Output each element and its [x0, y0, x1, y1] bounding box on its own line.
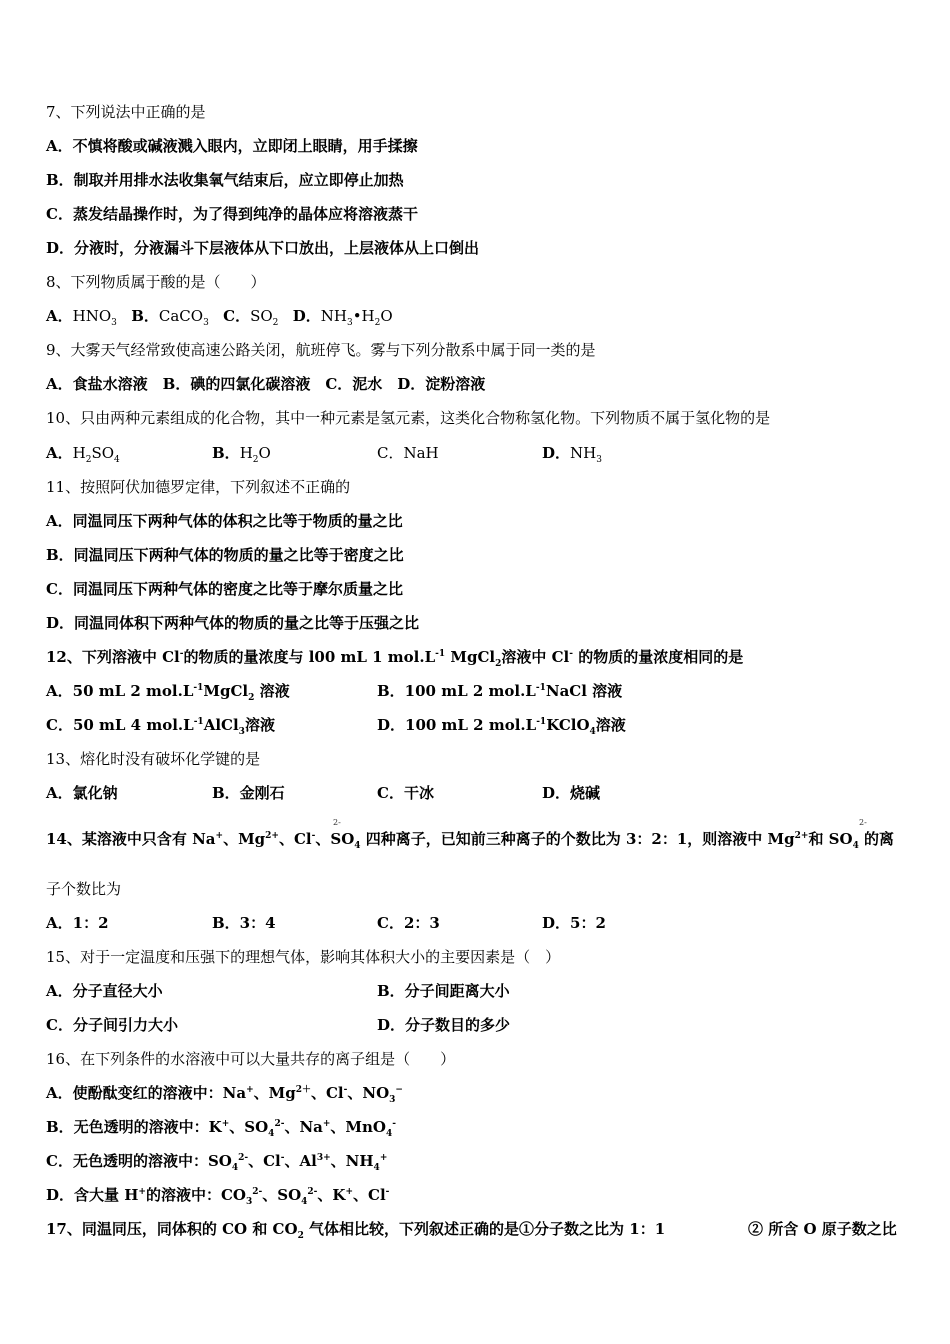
- q15-option-a: A．分子直径大小: [46, 982, 163, 1000]
- q16-option-a: A．使酚酞变红的溶液中：Na+、$Mg^{2+}$、Cl-、$NO_3^-$: [46, 1084, 403, 1105]
- q14-option-d: D．5：2: [542, 914, 606, 932]
- q16-stem: 16、在下列条件的水溶液中可以大量共存的离子组是（ ）: [46, 1050, 456, 1068]
- q12-stem: 12、下列溶液中 Cl-的物质的量浓度与 l00 mL 1 $mol.L^{-1}$ MgCl$_2$溶液中 Cl- 的物质的量浓度相同的是: [46, 648, 744, 669]
- q15-option-d: D．分子数目的多少: [377, 1016, 511, 1034]
- q12-option-d: D．100 mL 2 $mol.L^{-1}KClO_4$溶液: [377, 716, 626, 737]
- q14-option-b: B．3：4: [212, 914, 276, 932]
- q13-stem: 13、熔化时没有破坏化学键的是: [46, 750, 261, 768]
- q8-stem: 8、下列物质属于酸的是（ ）: [46, 273, 266, 291]
- q9-stem: 9、大雾天气经常致使高速公路关闭，航班停飞。雾与下列分散系中属于同一类的是: [46, 341, 596, 359]
- q7-option-d: D．分液时，分液漏斗下层液体从下口放出，上层液体从上口倒出: [46, 239, 480, 257]
- q14-so4-charge-1: 2-: [333, 818, 341, 827]
- q14-option-a: A．1：2: [46, 914, 109, 932]
- q7-option-c: C．蒸发结晶操作时，为了得到纯净的晶体应将溶液蒸干: [46, 205, 418, 223]
- q12-option-b: B．100 mL 2 $mol.L^{-1}NaCl$ 溶液: [377, 682, 623, 700]
- q13-option-d: D．烧碱: [542, 784, 601, 802]
- q11-option-b: B．同温同压下两种气体的物质的量之比等于密度之比: [46, 546, 404, 564]
- q16-option-d: D．含大量 H+的溶液中：$CO_3^{2-}$、$SO_4^{2-}$、K+、Cl-: [46, 1186, 390, 1207]
- q10-stem: 10、只由两种元素组成的化合物，其中一种元素是氢元素，这类化合物称氢化物。下列物质不属于氢化物的是: [46, 409, 771, 427]
- q14-so4-charge-2: 2-: [859, 818, 867, 827]
- q15-option-b: B．分子间距离大小: [377, 982, 510, 1000]
- q13-option-c: C．干冰: [377, 784, 434, 802]
- q17-stem: 17、同温同压，同体积的 CO 和 $CO_2$ 气体相比较，下列叙述正确的是①分子数之比为 1：1: [46, 1220, 666, 1241]
- q10-option-c: C．NaH: [377, 444, 439, 462]
- q14-stem: 14、某溶液中只含有 Na+、$Mg^{2+}$、Cl-、$SO_4$ 四种离子，已知前三种离子的个数比为 3：2：1，则溶液中 $Mg^{2+}$和 $SO_4$ 的离: [46, 830, 895, 851]
- q13-option-b: B．金刚石: [212, 784, 285, 802]
- q15-option-c: C．分子间引力大小: [46, 1016, 178, 1034]
- q7-stem: 7、下列说法中正确的是: [46, 103, 206, 121]
- q12-option-a: A．50 mL 2 $mol.L^{-1}MgCl_2$ 溶液: [46, 682, 290, 703]
- q14-option-c: C．2：3: [377, 914, 440, 932]
- q11-option-c: C．同温同压下两种气体的密度之比等于摩尔质量之比: [46, 580, 403, 598]
- q16-option-c: C．无色透明的溶液中：$SO_4^{2-}$、Cl-、$Al^{3+}$、$NH_4^+$: [46, 1152, 388, 1173]
- q10-option-a: A．$H_2SO_4$: [46, 444, 120, 465]
- q8-options: A．$HNO_3$ B．CaCO$_3$ C．$SO_2$ D．$NH_3•H_2O$: [46, 307, 393, 328]
- q10-option-b: B．$H_2O$: [212, 444, 271, 465]
- q11-option-d: D．同温同体积下两种气体的物质的量之比等于压强之比: [46, 614, 420, 632]
- q14-stem-continued: 子个数比为: [46, 880, 122, 898]
- q10-option-d: D．$NH_3$: [542, 444, 602, 465]
- q12-option-c: C．50 mL 4 $mol.L^{-1}AlCl_3$溶液: [46, 716, 275, 737]
- q11-option-a: A．同温同压下两种气体的体积之比等于物质的量之比: [46, 512, 403, 530]
- q13-option-a: A．氯化钠: [46, 784, 118, 802]
- q7-option-a: A．不慎将酸或碱液溅入眼内，立即闭上眼睛，用手揉擦: [46, 137, 418, 155]
- q17-stem-item-2: ② 所含 O 原子数之比: [748, 1220, 897, 1238]
- q7-option-b: B．制取并用排水法收集氧气结束后，应立即停止加热: [46, 171, 404, 189]
- q11-stem: 11、按照阿伏加德罗定律，下列叙述不正确的: [46, 478, 351, 496]
- q16-option-b: B．无色透明的溶液中：K+、$SO_4^{2-}$、Na+、MnO$_4$-: [46, 1118, 397, 1139]
- q15-stem: 15、对于一定温度和压强下的理想气体，影响其体积大小的主要因素是（ ）: [46, 948, 561, 966]
- q9-options: A．食盐水溶液 B．碘的四氯化碳溶液 C．泥水 D．淀粉溶液: [46, 375, 486, 393]
